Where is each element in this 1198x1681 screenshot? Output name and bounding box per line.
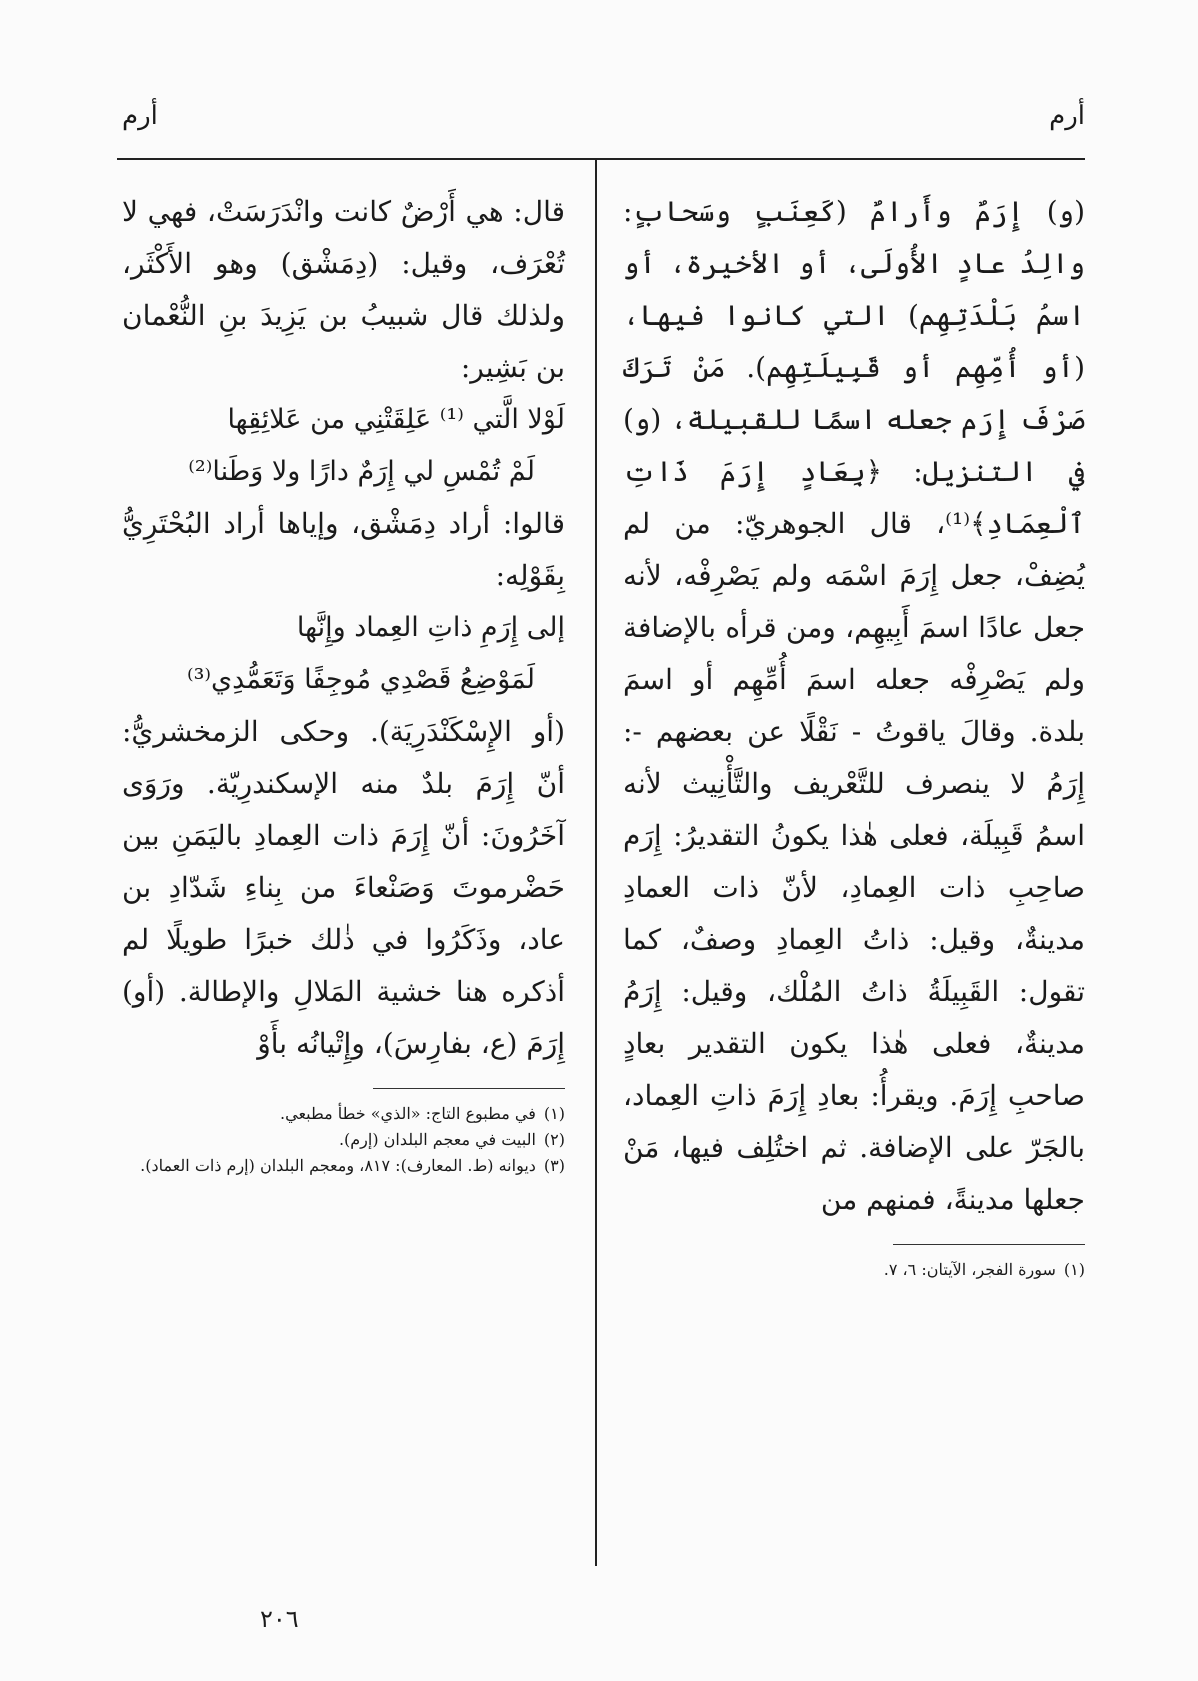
page-number: ٢٠٦: [260, 1605, 299, 1633]
poem-1-first-hemistich: لَوْلا الَّتي ⁽¹⁾ عَلِقَتْنِي من عَلائِقِها: [227, 404, 565, 435]
footnote-item: [122, 1101, 565, 1127]
poem-verse-1: [122, 394, 565, 498]
poem-verse-2: [122, 602, 565, 706]
right-column-text: [623, 186, 1085, 1226]
poem-1-second-hemistich: لَمْ تُمْسِ لي إِرَمٌ دارًا ولا وَطَنا⁽²⁾: [188, 456, 535, 487]
footnote-rule-left: [373, 1088, 565, 1089]
footnote-item: [623, 1257, 1085, 1283]
right-column: [623, 186, 1085, 1283]
left-paragraph-1: قال: هي أَرْضٌ كانت وانْدَرَسَتْ، فهي لا تُعْرَف، وقيل: (دِمَشْق) وهو الأَكْثَر، ولذلك قال شبيبُ بن يَزِيدَ بنِ النُّعْمان بن بَشِير:: [122, 195, 565, 384]
header-word-right: أرم: [1049, 101, 1085, 131]
poem-2-second-hemistich: لَمَوْضِعُ قَصْدِي مُوجِفًا وَتَعَمُّدِي⁽³⁾: [186, 664, 535, 695]
right-paragraph-1: (و) إِرَمٌ وأَرامٌ (كَعِنَبٍ وسَحابٍ: والِدُ عادٍ الأُولَى، أو الأخيرة، أو اسمُ بَلْدَتِهِم) التي كانوا فيها، (أو أُمِّهِم أو قَبِيلَتِهِم). مَنْ تَرَكَ صَرْفَ إِرَم جعله اسمًا للقبيلة، (و) في التنزيل: ﴿بِعَادٍ إِرَمَ ذَاتِ ٱلْعِمَادِ﴾⁽¹⁾، قال الجوهريّ: من لم يُضِفْ، جعل إِرَمَ اسْمَه ولم يَصْرِفْه، لأنه جعل عادًا اسمَ أَبِيهِم، ومن قرأه بالإضافة ولم يَصْرِفْه جعله اسمَ أُمِّهِم أو اسمَ بلدة. وقالَ ياقوتُ - نَقْلًا عن بعضهم -: إِرَمُ لا ينصرف للتَّعْريف والتَّأْنِيث لأنه اسمُ قَبِيلَة، فعلى هٰذا يكونُ التقديرُ: إِرَم صاحِبِ ذات العِمادِ، لأنّ ذات العمادِ مدينةٌ، وقيل: ذاتُ العِمادِ وصفٌ، كما تقول: القَبِيلَةُ ذاتُ المُلْك، وقيل: إِرَمُ مدينةٌ، فعلى هٰذا يكون التقدير بعادٍ صاحبِ إِرَمَ. ويقرأُ: بعادِ إِرَمَ ذاتِ العِماد، بالجَرّ على الإضافة. ثم اختُلِف فيها، مَنْ جعلها مدينةً، فمنهم من: [623, 195, 1085, 1216]
right-footnotes: [623, 1257, 1085, 1283]
footnote-number: (١): [1063, 1260, 1085, 1279]
left-column-text: [122, 186, 565, 1070]
header-rule: [117, 158, 1085, 160]
footnote-number: (٣): [543, 1156, 565, 1175]
left-paragraph-2: قالوا: أراد دِمَشْق، وإياها أراد البُحْتَرِيُّ بِقَوْلِه:: [122, 507, 565, 592]
footnote-text: في مطبوع التاج: «الذي» خطأ مطبعي.: [280, 1104, 536, 1123]
column-divider: [595, 160, 597, 1566]
footnote-text: ديوانه (ط. المعارف): ٨١٧، ومعجم البلدان (إرم ذات العماد).: [140, 1156, 536, 1175]
left-paragraph-3: (أو الإِسْكَنْدَرِيَة). وحكى الزمخشريُّ: أنّ إِرَمَ بلدٌ منه الإسكندرِيّة. ورَوَى آخَرُونَ: أنّ إِرَمَ ذات العِمادِ باليَمَنِ بين حَضْرموتَ وَصَنْعاءَ من بِناءِ شَدّادِ بن عاد، وذَكَرُوا في ذٰلك خبرًا طويلًا لم أذكره هنا خشية المَلالِ والإطالة. (أو) إِرَمَ (ع، بفارِسَ)، وإِتْيانُه بأَوْ: [122, 715, 565, 1060]
footnote-item: [122, 1127, 565, 1153]
left-column: [122, 186, 565, 1179]
header-word-left: أرم: [122, 101, 158, 131]
left-footnotes: [122, 1101, 565, 1179]
footnote-text: سورة الفجر، الآيتان: ٦، ٧.: [883, 1260, 1056, 1279]
footnote-item: [122, 1153, 565, 1179]
running-header: [122, 96, 1085, 136]
footnote-number: (١): [543, 1104, 565, 1123]
poem-2-first-hemistich: إلى إِرَمِ ذاتِ العِماد وإِنَّها: [296, 612, 565, 643]
footnote-rule-right: [893, 1244, 1085, 1245]
footnote-text: البيت في معجم البلدان (إرم).: [338, 1130, 536, 1149]
footnote-number: (٢): [543, 1130, 565, 1149]
